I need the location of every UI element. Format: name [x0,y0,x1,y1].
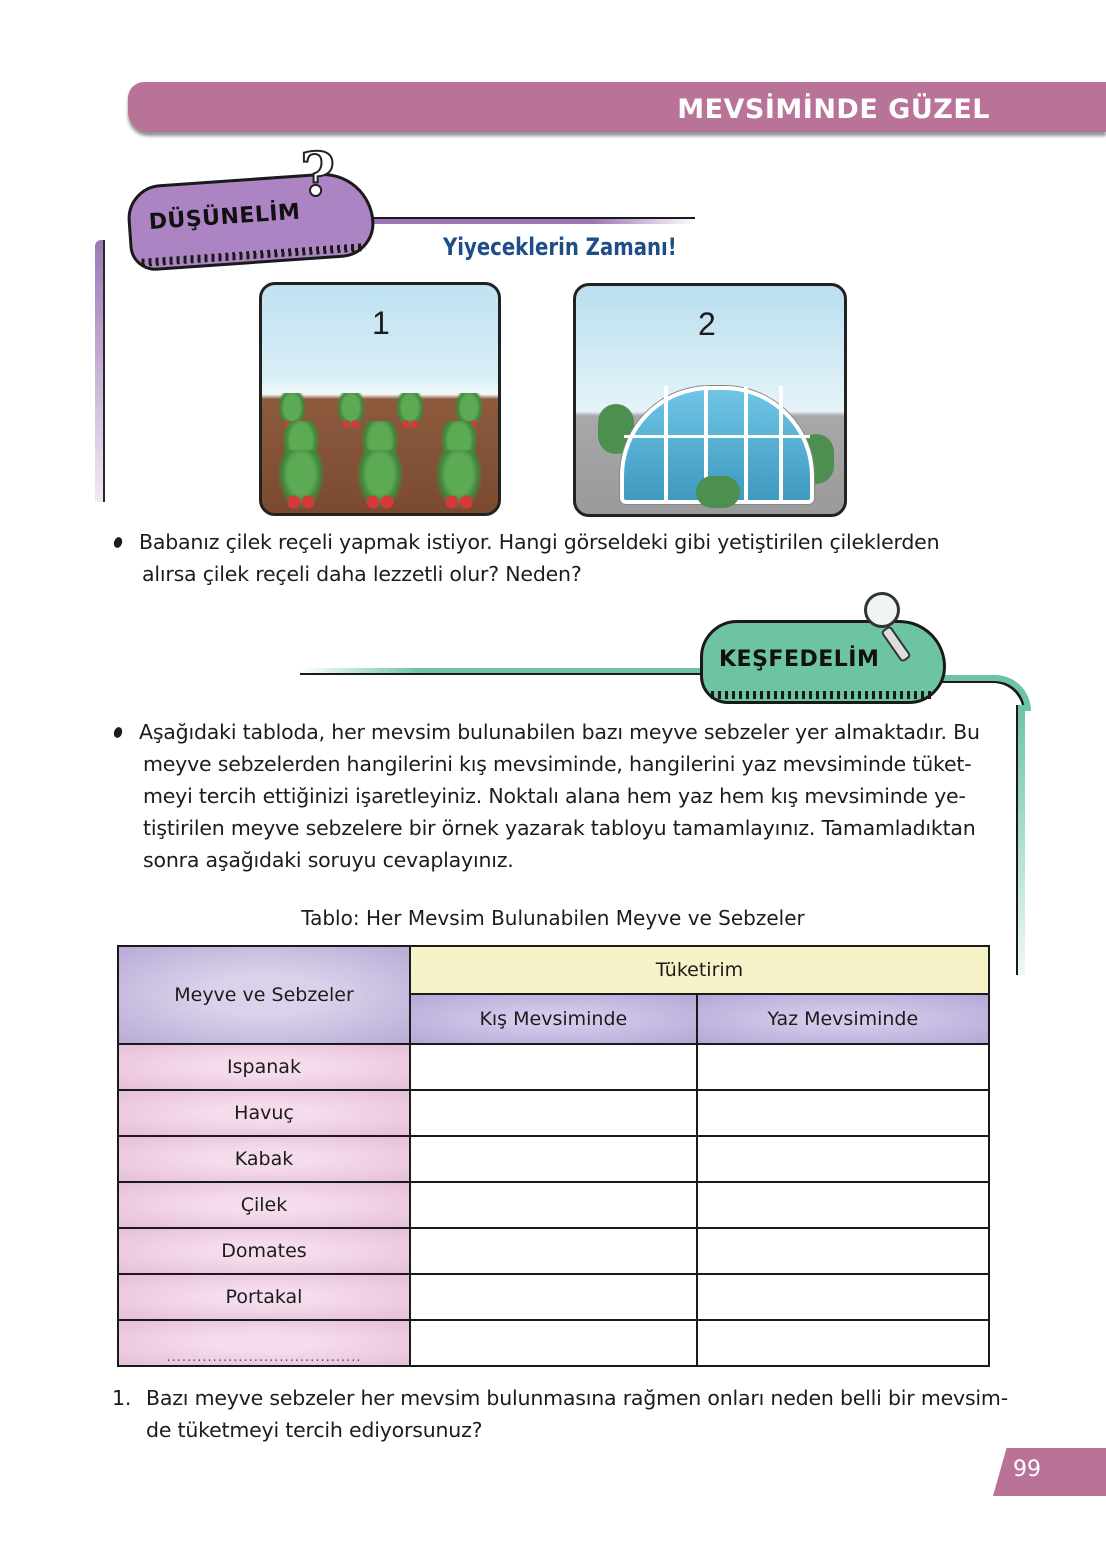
bullet-icon [112,536,123,549]
produce-name: Havuç [118,1090,410,1136]
table-row [118,1228,989,1274]
summer-checkbox-cell[interactable] [697,1228,989,1274]
winter-checkbox-cell[interactable] [410,1182,697,1228]
plant-row [262,415,498,455]
paragraph-line: sonra aşağıdaki soruyu cevaplayınız. [143,848,514,872]
produce-name: Kabak [118,1136,410,1182]
question-line: de tüketmeyi tercih ediyorsunuz? [146,1418,483,1442]
column-group-header-consume: Tüketirim [410,946,989,994]
strawberry-field-image [259,282,501,516]
produce-name: Ispanak [118,1044,410,1090]
table-row [118,1136,989,1182]
plant-row [262,450,498,490]
dusunelim-label: DÜŞÜNELİM [147,199,302,236]
page-number-tab [993,1448,1106,1496]
question-paragraph [139,526,939,590]
bullet-icon [112,726,123,739]
page-number: 99 [1013,1457,1041,1482]
paragraph-line: meyi tercih ettiğinizi işaretleyiniz. Noktalı alana hem yaz hem kış mevsiminde ye- [143,784,966,808]
summer-checkbox-cell[interactable] [697,1090,989,1136]
blank-produce-input[interactable]: ...................................... [118,1320,410,1366]
question-mark-icon: ? [300,140,336,210]
produce-name: Çilek [118,1182,410,1228]
magnifier-icon [864,592,900,628]
summer-checkbox-cell[interactable] [697,1274,989,1320]
winter-checkbox-cell[interactable] [410,1090,697,1136]
column-header-summer: Yaz Mevsiminde [697,994,989,1044]
winter-checkbox-cell[interactable] [410,1320,697,1366]
paragraph-line: Babanız çilek reçeli yapmak istiyor. Hangi görseldeki gibi yetiştirilen çileklerden [139,530,940,554]
question-number: 1. [112,1386,132,1410]
paragraph-line: Aşağıdaki tabloda, her mevsim bulunabilen bazı meyve sebzeler yer almaktadır. Bu [139,720,980,744]
decorative-ribbon-tail [95,240,105,502]
table-row [118,1044,989,1090]
summer-checkbox-cell[interactable] [697,1182,989,1228]
seasonal-produce-table [117,945,990,1367]
chapter-title: MEVSİMİNDE GÜZEL [677,94,990,125]
kesfedelim-label: KEŞFEDELİM [719,647,880,672]
paragraph-line: meyve sebzelerden hangilerini kış mevsiminde, hangilerini yaz mevsiminde tüket- [143,752,972,776]
winter-checkbox-cell[interactable] [410,1228,697,1274]
numbered-question [112,1382,1008,1446]
winter-checkbox-cell[interactable] [410,1274,697,1320]
winter-checkbox-cell[interactable] [410,1044,697,1090]
image-number: 2 [698,306,716,342]
decorative-ribbon-tail [1016,705,1025,975]
produce-name: Portakal [118,1274,410,1320]
summer-checkbox-cell[interactable] [697,1044,989,1090]
column-header-winter: Kış Mevsiminde [410,994,697,1044]
section-subtitle: Yiyeceklerin Zamanı! [443,233,677,261]
table-row [118,1182,989,1228]
question-line: Bazı meyve sebzeler her mevsim bulunmasına rağmen onları neden belli bir mevsim- [146,1386,1008,1410]
decorative-ribbon-line [360,217,695,224]
table-caption: Tablo: Her Mevsim Bulunabilen Meyve ve Sebzeler [301,906,805,930]
summer-checkbox-cell[interactable] [697,1136,989,1182]
dusunelim-badge [125,170,376,273]
image-number: 1 [372,305,390,341]
greenhouse-image [573,283,847,517]
kesfedelim-badge [700,620,946,704]
produce-name: Domates [118,1228,410,1274]
paragraph-line: alırsa çilek reçeli daha lezzetli olur? Neden? [142,562,582,586]
decorative-ribbon-line [300,668,702,675]
column-header-produce: Meyve ve Sebzeler [118,946,410,1044]
table-row [118,1320,989,1366]
summer-checkbox-cell[interactable] [697,1320,989,1366]
table-row [118,1274,989,1320]
paragraph-line: tiştirilen meyve sebzelere bir örnek yazarak tabloyu tamamlayınız. Tamamladıktan [143,816,976,840]
winter-checkbox-cell[interactable] [410,1136,697,1182]
table-row [118,1090,989,1136]
instruction-paragraph [139,716,999,876]
